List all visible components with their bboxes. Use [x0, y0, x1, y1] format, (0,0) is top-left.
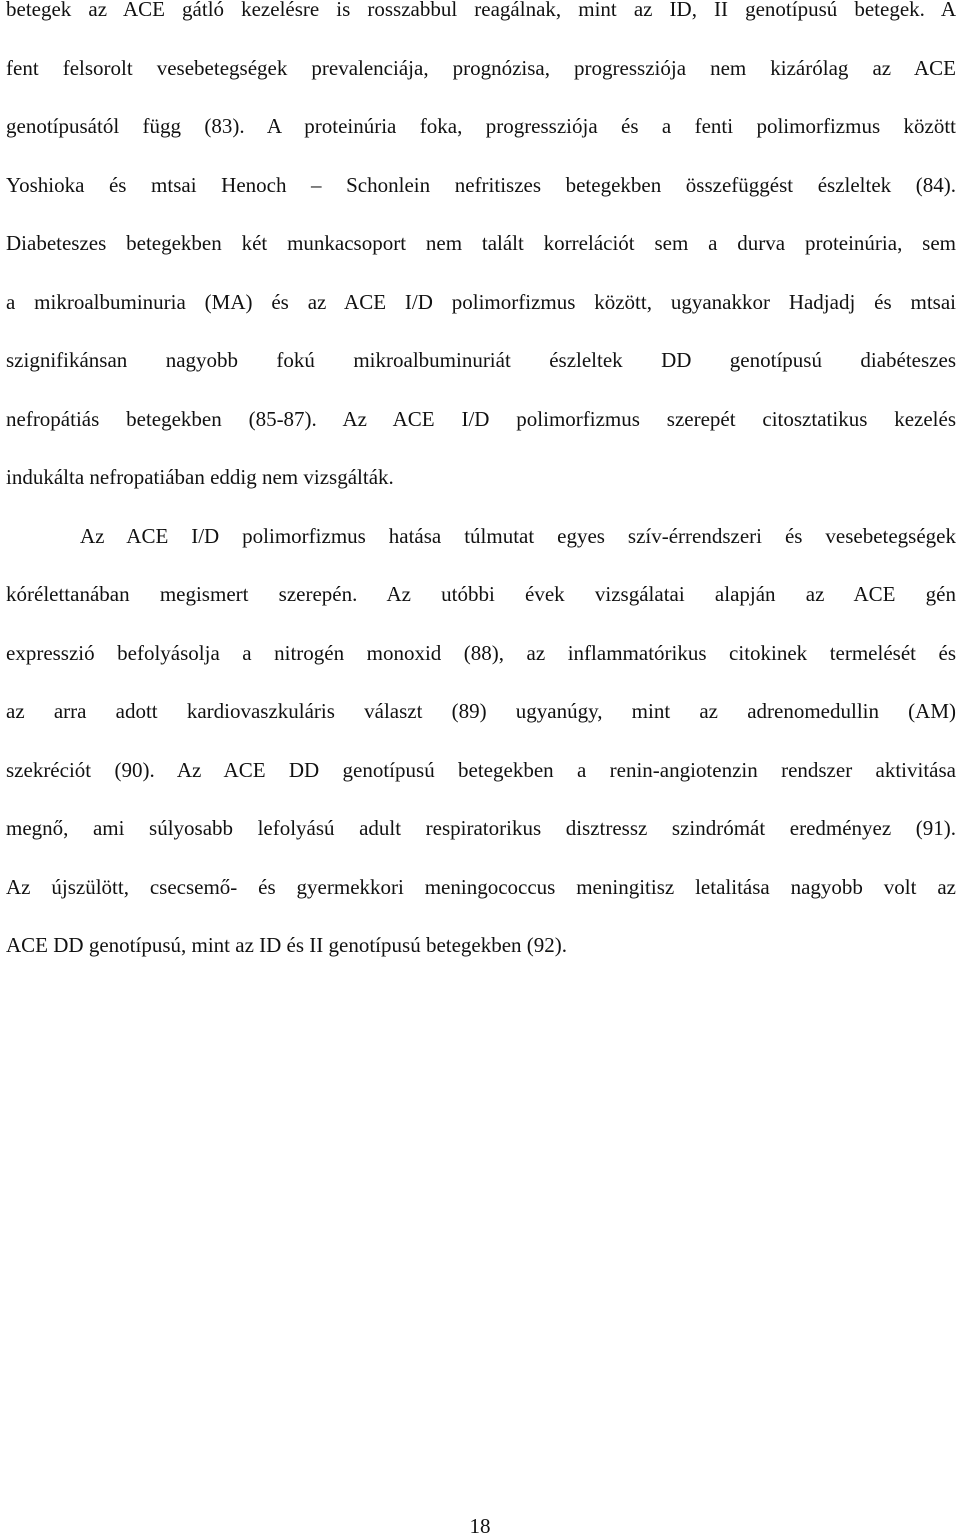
body-text	[6, 0, 956, 989]
text-line: Diabeteszes betegekben két munkacsoport nem talált korrelációt sem a durva proteinúria, sem	[6, 231, 956, 255]
paragraph	[6, 521, 956, 989]
page-number: 18	[469, 1514, 491, 1538]
text-line: genotípusától függ (83). A proteinúria foka, progressziója és a fenti polimorfizmus között	[6, 114, 956, 138]
text-line: kórélettanában megismert szerepén. Az utóbbi évek vizsgálatai alapján az ACE gén	[6, 582, 956, 606]
text-line: Yoshioka és mtsai Henoch – Schonlein nefritiszes betegekben összefüggést észleltek (84).	[6, 172, 956, 197]
text-line: megnő, ami súlyosabb lefolyású adult respiratorikus disztressz szindrómát eredményez (91).	[6, 816, 956, 840]
text-line: a mikroalbuminuria (MA) és az ACE I/D polimorfizmus között, ugyanakkor Hadjadj és mtsai	[6, 289, 956, 314]
text-line: az arra adott kardiovaszkuláris választ (89) ugyanúgy, mint az adrenomedullin (AM)	[6, 699, 956, 723]
text-line: ACE DD genotípusú, mint az ID és II genotípusú betegekben (92).	[6, 933, 568, 957]
text-line: betegek az ACE gátló kezelésre is rosszabbul reagálnak, mint az ID, II genotípusú betegek. A	[6, 0, 956, 21]
text-line: nefropátiás betegekben (85-87). Az ACE I/D polimorfizmus szerepét citosztatikus kezelés	[6, 406, 956, 431]
text-line: fent felsorolt vesebetegségek prevalenciája, prognózisa, progressziója nem kizárólag az ACE	[6, 55, 956, 80]
text-line: szekréciót (90). Az ACE DD genotípusú betegekben a renin-angiotenzin rendszer aktivitása	[6, 757, 956, 782]
paragraph	[6, 0, 956, 521]
text-line: Az ACE I/D polimorfizmus hatása túlmutat egyes szív-érrendszeri és vesebetegségek	[80, 523, 956, 548]
text-line: expresszió befolyásolja a nitrogén monoxid (88), az inflammatórikus citokinek termelését és	[6, 640, 956, 665]
text-line: Az újszülött, csecsemő- és gyermekkori meningococcus meningitisz letalitása nagyobb volt az	[6, 874, 956, 899]
text-line: indukálta nefropatiában eddig nem vizsgálták.	[6, 465, 394, 489]
text-line: szignifikánsan nagyobb fokú mikroalbuminuriát észleltek DD genotípusú diabéteszes	[6, 348, 956, 372]
